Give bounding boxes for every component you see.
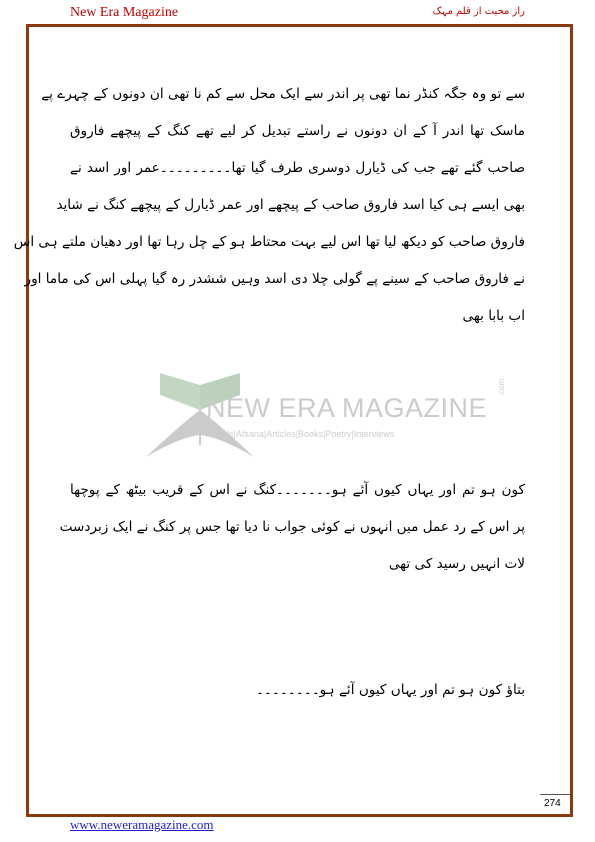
- text-line: صاحب گئے تھے جب کی ڈیارل دوسری طرف گیا تھا۔۔۔۔۔۔۔۔۔عمر اور اسد نے: [70, 160, 525, 176]
- text-line: نے فاروق صاحب کے سینے پے گولی چلا دی اسد وہیں ششدر رہ گیا پہلی اس کی ماما اور: [24, 271, 525, 287]
- magazine-name-header: New Era Magazine: [70, 5, 179, 20]
- paragraph-1: [13, 76, 525, 335]
- watermark-com: .com: [497, 378, 507, 397]
- watermark-title: NEW ERA MAGAZINE: [206, 393, 488, 423]
- footer-website-link[interactable]: www.neweramagazine.com: [70, 817, 214, 832]
- text-line: بتاؤ کون ہو تم اور یہاں کیوں آئے ہو۔۔۔۔۔۔۔۔: [255, 682, 525, 698]
- paragraph-3: [70, 672, 525, 709]
- page-number-rule: [540, 794, 570, 795]
- watermark-subtitle: Novels|Afsana|Articles|Books|Poetry|Interviews: [206, 429, 395, 439]
- text-line: اب بابا بھی: [462, 308, 525, 324]
- paragraph-2: [59, 472, 525, 583]
- text-line: کون ہو تم اور یہاں کیوں آئے ہو۔۔۔۔۔۔۔کنگ نے اس کے قریب بیٹھ کے پوچھا: [70, 482, 525, 498]
- text-line: پر اس کے رد عمل میں انہوں نے کوئی جواب نا دیا تھا جس پر کنگ نے ایک زبردست: [59, 519, 525, 535]
- text-line: سے تو وہ جگہ کنڈر نما تھی پر اندر سے ایک محل سے کم نا تھی ان دونوں کے چہرے پے: [41, 86, 525, 102]
- page-number: 274: [544, 798, 561, 809]
- text-line: ماسک تھا اندر آ کے ان دونوں نے راستے تبدیل کر لیے تھے کنگ کے پیچھے فاروق: [70, 123, 525, 139]
- text-line: لات انہیں رسید کی تھی: [388, 556, 525, 572]
- text-line: فاروق صاحب کو دیکھ لیا تھا اس لیے بہت محتاط ہو کے چل رہا تھا اور دھیان ملتے ہی اس: [13, 234, 525, 250]
- story-title-header: راز محبت از قلم مہک: [432, 6, 525, 17]
- text-line: بھی ایسے ہی کیا اسد فاروق صاحب کے پیچھے اور عمر ڈیارل کے پیچھے کنگ نے شاید: [56, 197, 525, 213]
- watermark: [150, 365, 520, 485]
